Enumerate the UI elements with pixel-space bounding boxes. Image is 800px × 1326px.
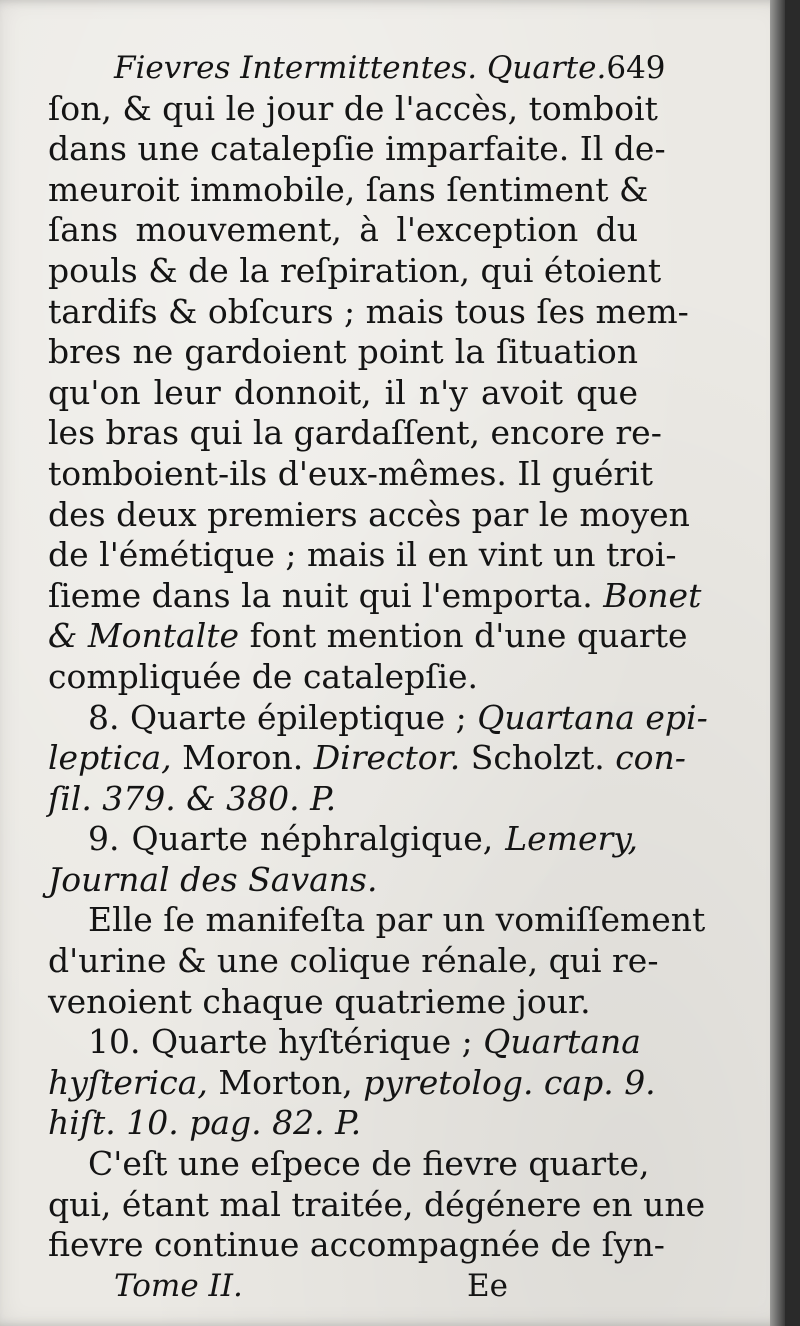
citation-source: con-	[615, 738, 686, 778]
text-segment: 9. Quarte néphralgique,	[88, 819, 494, 859]
text-line: qui, étant mal traitée, dégénere en une	[48, 1184, 706, 1224]
text-line: Elle ſe manifeſta par un vomiſſement	[88, 900, 706, 940]
text-line: de l'émétique ; mais il en vint un troi-	[48, 535, 677, 575]
citation-line: ſil. 379. & 380. P.	[48, 778, 337, 818]
citation-source: pyretolog. cap. 9.	[363, 1062, 656, 1102]
text-line: compliquée de catalepſie.	[48, 656, 479, 696]
text-line: ſon, & qui le jour de l'accès, tomboit	[48, 88, 658, 128]
running-header	[48, 48, 666, 89]
citation-line	[48, 1062, 656, 1104]
latin-term: leptica,	[48, 738, 172, 778]
volume-label: Tome II.	[114, 1267, 243, 1304]
text-line: meuroit immobile, ſans ſentiment &	[48, 169, 649, 209]
citation-source: Journal des Savans.	[48, 859, 378, 899]
latin-term: Quartana	[483, 1022, 641, 1062]
text-line: ſans mouvement, à l'exception du	[48, 210, 638, 250]
text-line: pouls & de la reſpiration, qui étoient	[48, 250, 662, 290]
text-line: des deux premiers accès par le moyen	[48, 494, 690, 534]
text-line: venoient chaque quatrieme jour.	[48, 981, 591, 1021]
text-line: les bras qui la gardaſſent, encore re-	[48, 413, 662, 453]
text-line: bres ne gardoient point la ſituation	[48, 332, 638, 372]
text-line	[48, 575, 702, 617]
text-line: dans une catalepſie imparfaite. Il de-	[48, 129, 666, 169]
text-segment: 10. Quarte hyſtérique ;	[88, 1022, 473, 1062]
author-name: Moron.	[182, 738, 304, 778]
text-line: d'urine & une colique rénale, qui re-	[48, 941, 659, 981]
latin-term: Quartana epi-	[477, 697, 708, 737]
entry-heading	[48, 819, 638, 860]
author-name: Lemery,	[505, 819, 638, 859]
page-edge-shadow	[770, 0, 785, 1326]
text-line: tomboient-ils d'eux-mêmes. Il guérit	[48, 453, 653, 493]
page-number: 649	[606, 50, 666, 86]
author-name: Bonet	[603, 575, 702, 615]
text-line: qu'on leur donnoit, il n'y avoit que	[48, 372, 638, 412]
author-name: Scholzt.	[470, 738, 605, 778]
text-line: C'eſt une eſpece de fievre quarte,	[88, 1144, 650, 1184]
running-title: Fievres Intermittentes. Quarte.	[114, 50, 607, 86]
page-text-block	[48, 48, 708, 1306]
text-segment: font mention d'une quarte	[249, 616, 688, 656]
signature-mark: Ee	[467, 1267, 508, 1304]
latin-term: hyſterica,	[48, 1062, 208, 1102]
author-name: & Montalte	[48, 616, 240, 656]
page-footer	[48, 1266, 638, 1307]
citation-source: Director.	[313, 738, 461, 778]
text-line: tardifs & obſcurs ; mais tous ſes mem-	[48, 291, 689, 331]
text-segment: ſieme dans la nuit qui l'emporta.	[48, 575, 593, 615]
citation-line: hiſt. 10. pag. 82. P.	[48, 1103, 362, 1143]
text-line	[48, 616, 688, 657]
entry-heading	[48, 697, 708, 739]
citation-line	[48, 738, 686, 779]
text-line: fievre continue accompagnée de ſyn-	[48, 1225, 665, 1265]
author-name: Morton,	[218, 1062, 353, 1102]
entry-heading	[48, 1022, 641, 1063]
text-segment: 8. Quarte épileptique ;	[88, 697, 467, 737]
